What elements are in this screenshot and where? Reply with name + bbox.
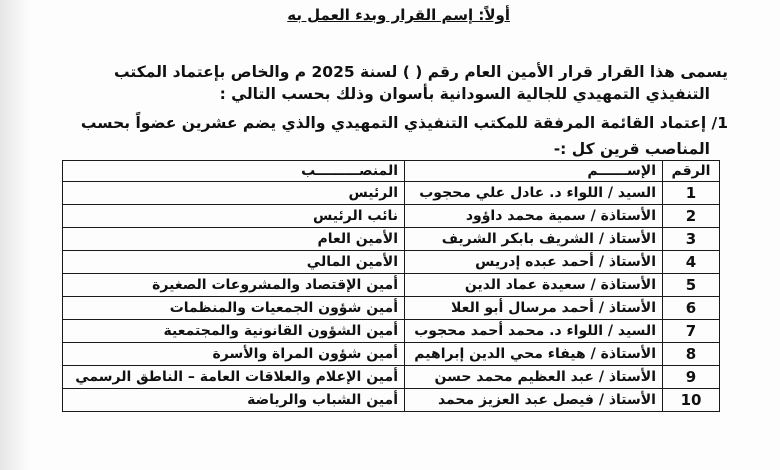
table-row <box>63 205 720 228</box>
row-position: أمين الشؤون القانونية والمجتمعية <box>63 320 405 343</box>
row-number: 5 <box>663 274 720 297</box>
paragraph-line-2: التنفيذي التمهيدي للجالية السودانية بأسوان وذلك بحسب التالي : <box>219 85 710 103</box>
row-name: الأستاذة / هيفاء محي الدين إبراهيم <box>405 343 663 366</box>
members-table <box>62 160 720 412</box>
row-name: الأستاذة / سعيدة عماد الدين <box>405 274 663 297</box>
page-edge-shadow <box>0 0 30 470</box>
table-row <box>63 251 720 274</box>
row-number: 1 <box>663 182 720 205</box>
paragraph-line-3: 1/ إعتماد القائمة المرفقة للمكتب التنفيذي التمهيدي والذي يضم عشرين عضواً بحسب <box>80 114 728 132</box>
table-row <box>63 297 720 320</box>
table-row <box>63 343 720 366</box>
row-position: الأمين العام <box>63 228 405 251</box>
table-row <box>63 182 720 205</box>
row-position: أمين الشباب والرياضة <box>63 389 405 412</box>
row-number: 8 <box>663 343 720 366</box>
row-name: السيد / اللواء د. عادل علي محجوب <box>405 182 663 205</box>
row-number: 3 <box>663 228 720 251</box>
table-row <box>63 320 720 343</box>
row-number: 4 <box>663 251 720 274</box>
header-position: المنصـــــــــب <box>63 161 405 182</box>
row-number: 9 <box>663 366 720 389</box>
table-row <box>63 228 720 251</box>
row-name: الأستاذ / أحمد مرسال أبو العلا <box>405 297 663 320</box>
table-row <box>63 366 720 389</box>
row-number: 2 <box>663 205 720 228</box>
row-position: الرئيس <box>63 182 405 205</box>
row-number: 7 <box>663 320 720 343</box>
row-position: أمين الإقتصاد والمشروعات الصغيرة <box>63 274 405 297</box>
row-name: الأستاذ / الشريف بابكر الشريف <box>405 228 663 251</box>
row-name: السيد / اللواء د. محمد أحمد محجوب <box>405 320 663 343</box>
table-row <box>63 389 720 412</box>
row-position: الأمين المالي <box>63 251 405 274</box>
row-position: أمين شؤون المراة والأسرة <box>63 343 405 366</box>
row-position: أمين الإعلام والعلاقات العامة – الناطق الرسمي <box>63 366 405 389</box>
row-number: 6 <box>663 297 720 320</box>
section-heading: أولاً: إسم القرار وبدء العمل به <box>287 6 510 24</box>
row-number: 10 <box>663 389 720 412</box>
header-name: الإســــــم <box>405 161 663 182</box>
row-name: الأستاذ / عبد العظيم محمد حسن <box>405 366 663 389</box>
table-header-row <box>63 161 720 182</box>
paragraph-line-1: يسمى هذا القرار قرار الأمين العام رقم ( ) لسنة 2025 م والخاص بإعتماد المكتب <box>113 63 728 81</box>
row-name: الأستاذة / سمية محمد داؤود <box>405 205 663 228</box>
row-position: أمين شؤون الجمعيات والمنظمات <box>63 297 405 320</box>
table-row <box>63 274 720 297</box>
header-number: الرقم <box>663 161 720 182</box>
row-position: نائب الرئيس <box>63 205 405 228</box>
row-name: الأستاذ / أحمد عبده إدريس <box>405 251 663 274</box>
paragraph-line-4: المناصب قرين كل :- <box>553 140 710 158</box>
row-name: الأستاذ / فيصل عبد العزيز محمد <box>405 389 663 412</box>
